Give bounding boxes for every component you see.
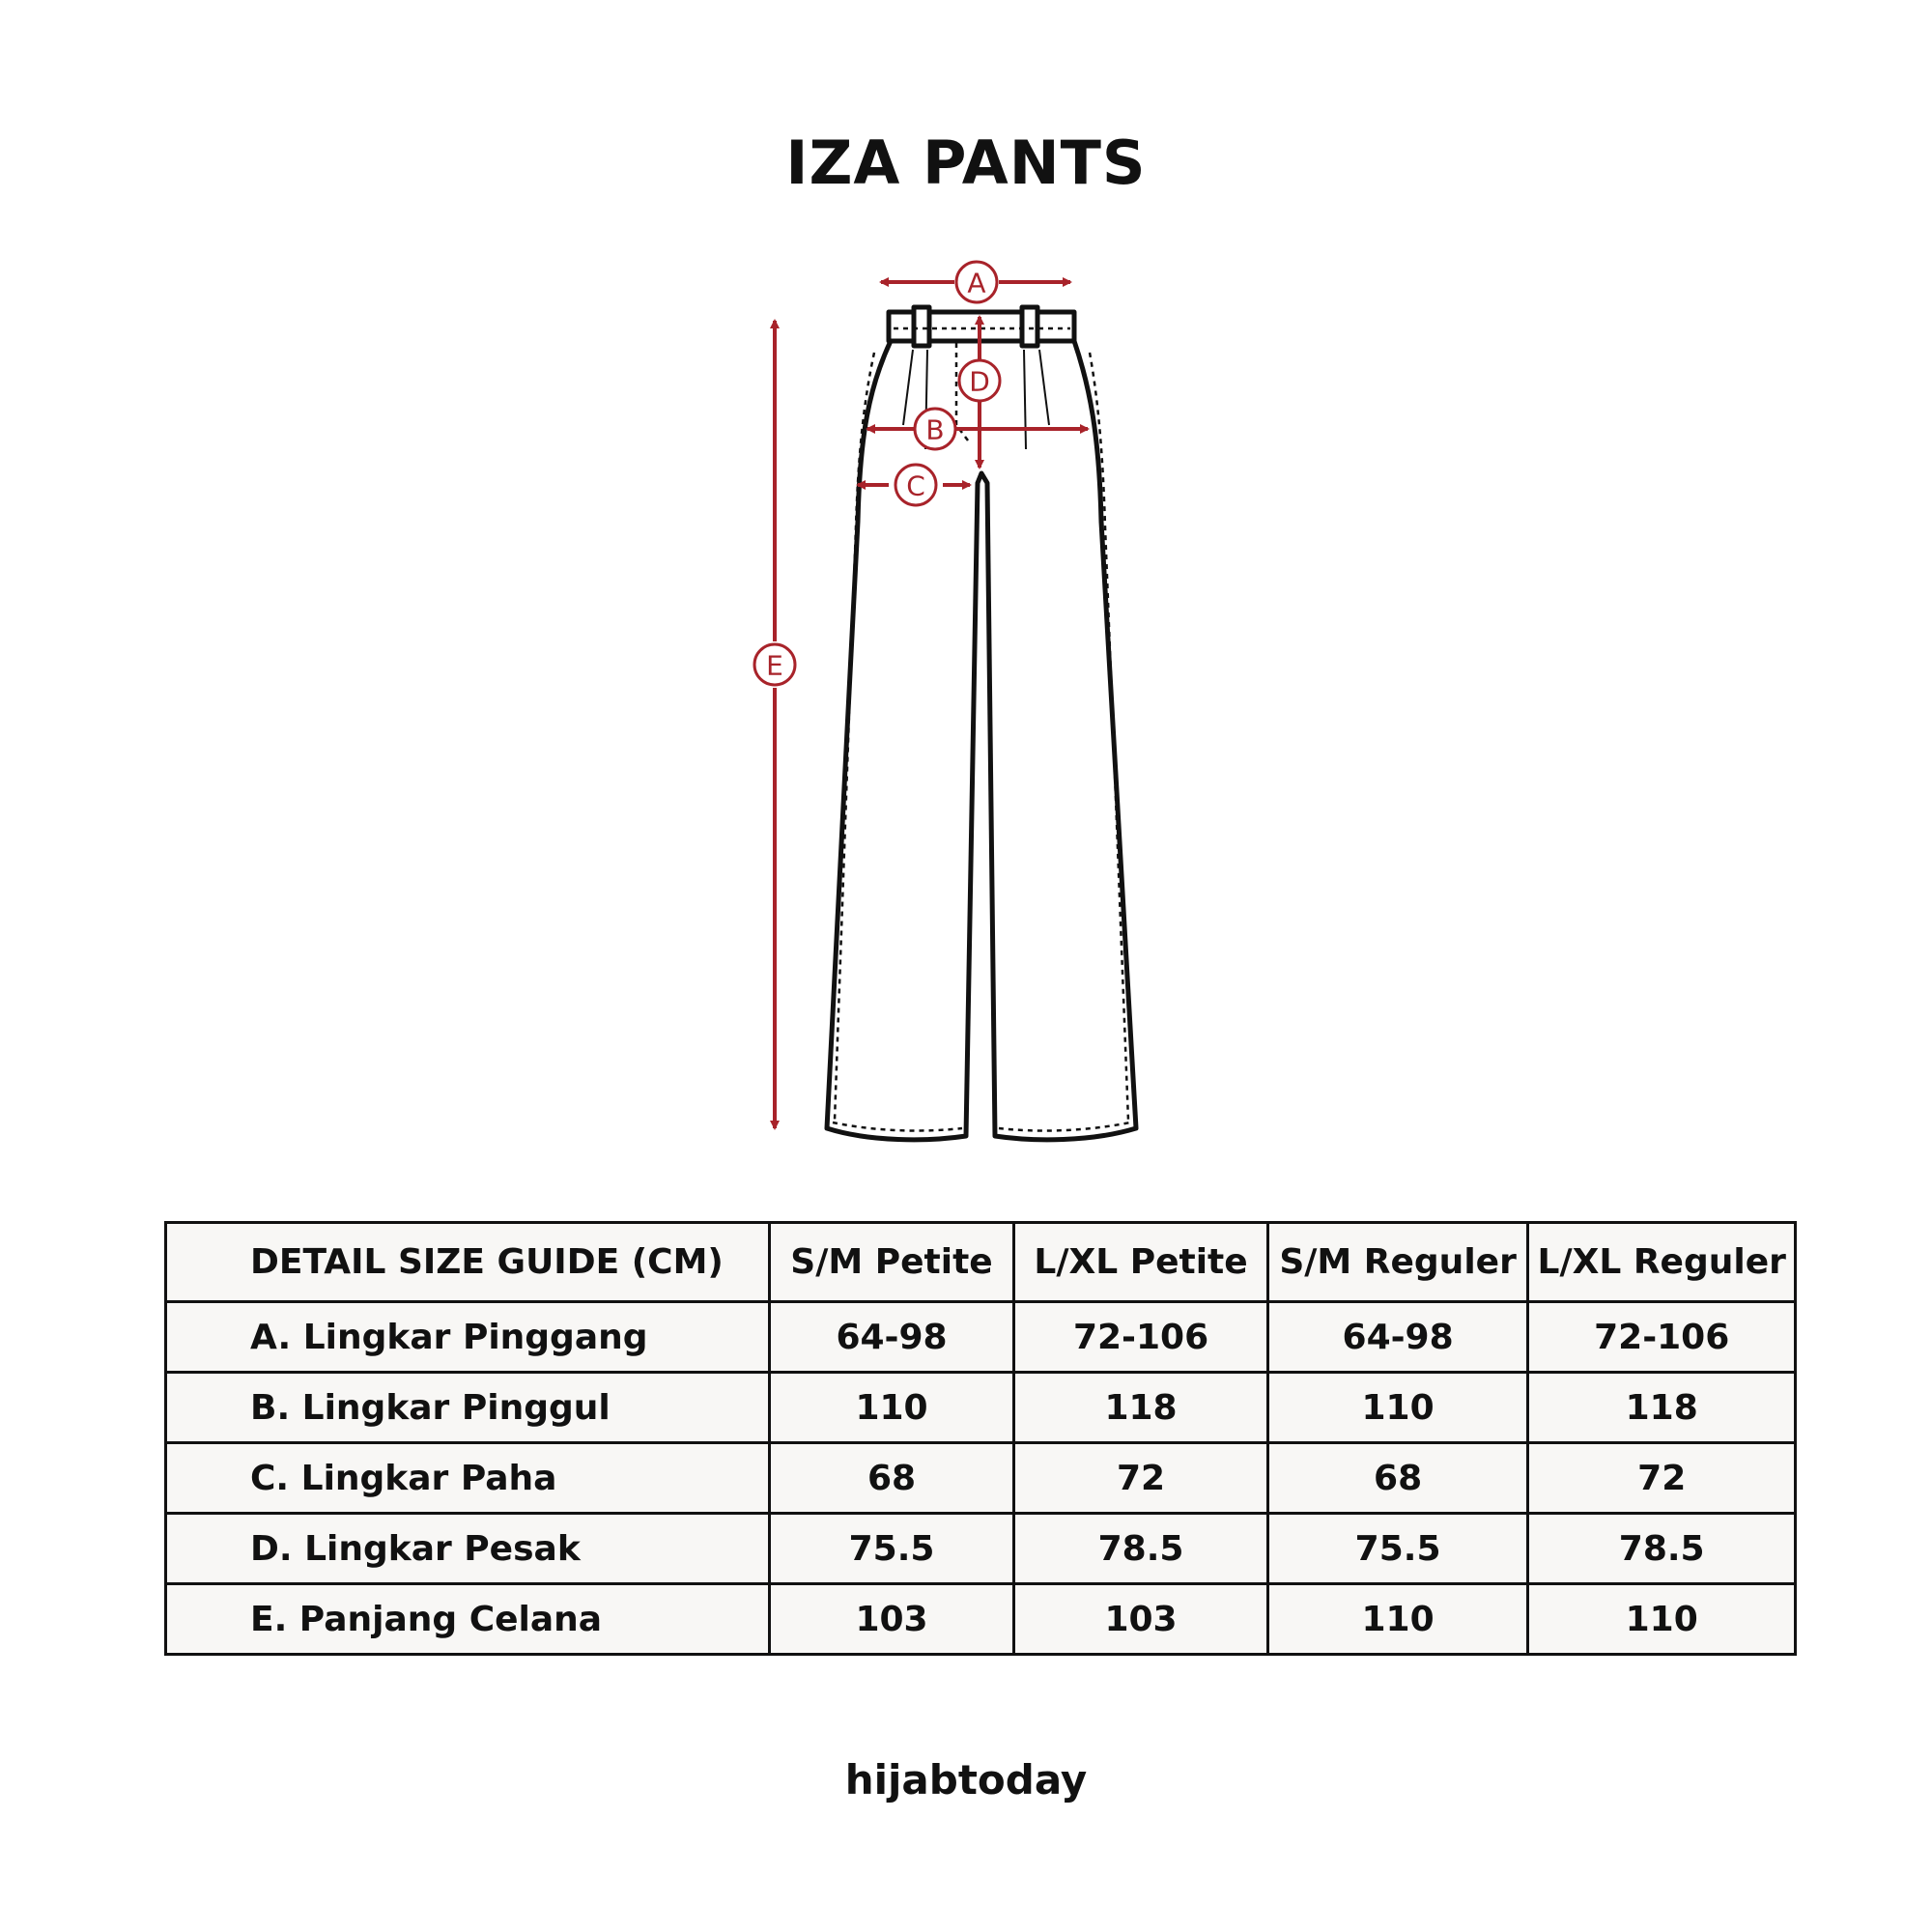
row-label: E. Panjang Celana xyxy=(166,1584,770,1655)
table-cell: 72 xyxy=(1014,1443,1268,1514)
table-row xyxy=(166,1443,1796,1514)
table-row xyxy=(166,1302,1796,1373)
table-cell: 118 xyxy=(1014,1373,1268,1443)
table-cell: 72-106 xyxy=(1014,1302,1268,1373)
table-row xyxy=(166,1373,1796,1443)
label-c: C xyxy=(906,469,925,502)
row-label: B. Lingkar Pinggul xyxy=(166,1373,770,1443)
table-cell: 118 xyxy=(1528,1373,1796,1443)
table-cell: 68 xyxy=(769,1443,1014,1514)
row-label: A. Lingkar Pinggang xyxy=(166,1302,770,1373)
table-cell: 110 xyxy=(1267,1584,1528,1655)
header-sm-reguler: S/M Reguler xyxy=(1267,1223,1528,1302)
table-cell: 75.5 xyxy=(1267,1514,1528,1584)
header-sm-petite: S/M Petite xyxy=(769,1223,1014,1302)
table-cell: 78.5 xyxy=(1014,1514,1268,1584)
table-cell: 75.5 xyxy=(769,1514,1014,1584)
size-guide-table xyxy=(164,1221,1797,1656)
table-cell: 64-98 xyxy=(1267,1302,1528,1373)
table-row xyxy=(166,1514,1796,1584)
belt-loop-left xyxy=(914,307,929,346)
belt-loop-right xyxy=(1022,307,1037,346)
table-cell: 72 xyxy=(1528,1443,1796,1514)
table-cell: 110 xyxy=(1528,1584,1796,1655)
table-cell: 103 xyxy=(769,1584,1014,1655)
table-cell: 103 xyxy=(1014,1584,1268,1655)
header-detail: DETAIL SIZE GUIDE (CM) xyxy=(166,1223,770,1302)
label-e: E xyxy=(766,649,783,682)
label-b: B xyxy=(925,413,945,446)
label-circles xyxy=(754,262,1000,685)
page-title: IZA PANTS xyxy=(785,128,1147,198)
label-a: A xyxy=(967,267,986,299)
header-lxl-petite: L/XL Petite xyxy=(1014,1223,1268,1302)
table-cell: 68 xyxy=(1267,1443,1528,1514)
table-row xyxy=(166,1584,1796,1655)
table-cell: 64-98 xyxy=(769,1302,1014,1373)
table-header-row xyxy=(166,1223,1796,1302)
label-d: D xyxy=(969,365,990,398)
row-label: C. Lingkar Paha xyxy=(166,1443,770,1514)
table-cell: 78.5 xyxy=(1528,1514,1796,1584)
table-cell: 110 xyxy=(769,1373,1014,1443)
brand-logo-text: hijabtoday xyxy=(844,1756,1088,1804)
header-lxl-reguler: L/XL Reguler xyxy=(1528,1223,1796,1302)
table-cell: 110 xyxy=(1267,1373,1528,1443)
table-cell: 72-106 xyxy=(1528,1302,1796,1373)
row-label: D. Lingkar Pesak xyxy=(166,1514,770,1584)
